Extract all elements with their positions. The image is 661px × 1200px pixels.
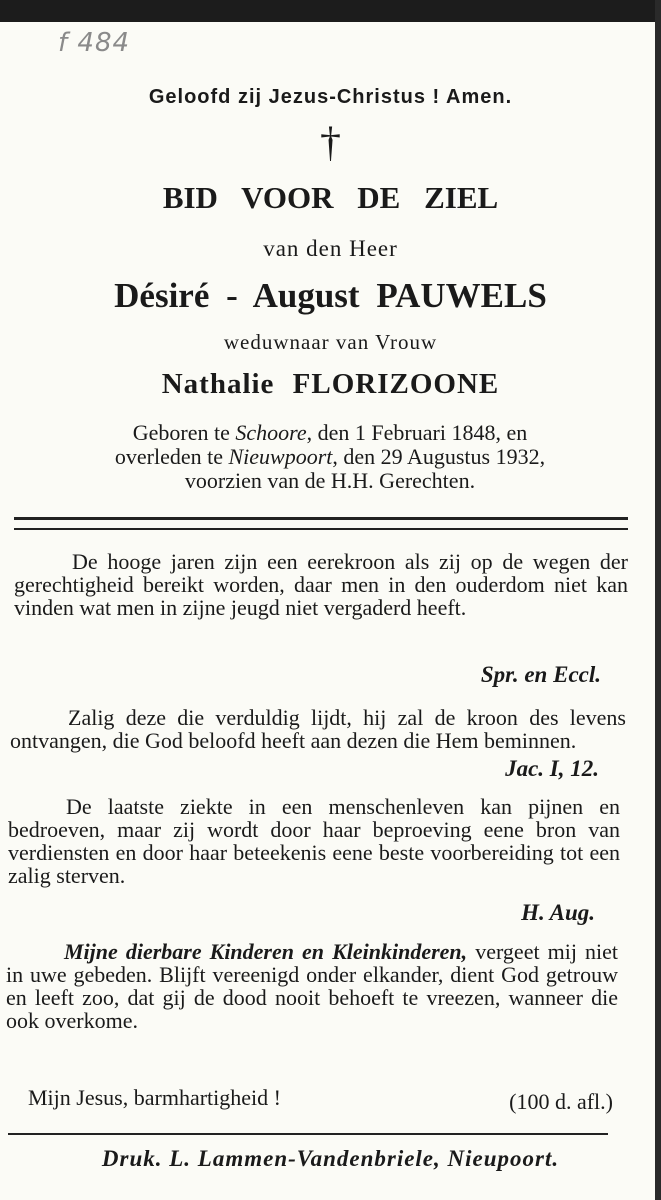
indulgence-note: (100 d. afl.) <box>509 1089 613 1114</box>
verse-2-text: Zalig deze die verduldig lijdt, hij zal de kroon des levens ontvangen, die God beloofd heeft aan dezen die Hem beminnen. <box>10 705 626 753</box>
verse-3 <box>8 795 620 887</box>
final-message-text: vergeet mij niet in uwe gebeden. Blijft vereenigd onder elkander, dient God getrouw en leeft zoo, dat gij de dood nooit behoeft te vreezen, wanneer die ook overkome. <box>6 939 618 1033</box>
scan-border-top <box>0 0 661 22</box>
bio-line-birth: Geboren te Schoore, den 1 Februari 1848, en <box>132 420 528 445</box>
verse-3-text: De laatste ziekte in een menschenleven kan pijnen en bedroeven, maar zij wordt door haar beproeving eene bron van verdiensten en door haar beteekenis eene beste voorbereiding tot een zalig sterven. <box>8 794 620 888</box>
closing-prayer: Mijn Jesus, barmhartigheid ! <box>28 1085 281 1110</box>
bio-line-sacraments: voorzien van de H.H. Gerechten. <box>184 468 476 493</box>
printer-line: Druk. L. Lammen-Vandenbriele, Nieupoort. <box>101 1146 560 1171</box>
verse-2-citation: Jac. I, 12. <box>505 756 599 781</box>
archive-number: f 484 <box>58 28 131 58</box>
biography <box>10 421 650 493</box>
verse-3-citation: H. Aug. <box>521 900 595 925</box>
verse-1-text: De hooge jaren zijn een eerekroon als zij op de wegen der gerechtigheid bereikt worden, daar men in den ouderdom niet kan vinden wat men in zijne jeugd niet vergaderd heeft. <box>14 549 628 620</box>
divider-bottom <box>14 528 628 530</box>
verse-2 <box>10 706 626 752</box>
spouse-name: Nathalie FLORIZOONE <box>161 368 500 400</box>
verse-1 <box>14 550 628 619</box>
deathplace: Nieuwpoort <box>228 444 333 469</box>
cross-icon: † <box>320 120 341 166</box>
bio-line-death: overleden te Nieuwpoort, den 29 Augustus 1932, <box>114 444 546 469</box>
printer-divider <box>8 1133 608 1135</box>
divider-top <box>14 517 628 520</box>
card-title: BID VOOR DE ZIEL <box>162 180 499 215</box>
final-message-emphasis: Mijne dierbare Kinderen en Kleinkinderen, <box>64 939 468 964</box>
van-den-heer: van den Heer <box>263 236 398 261</box>
verse-1-citation: Spr. en Eccl. <box>480 662 601 687</box>
deceased-name: Désiré - August PAUWELS <box>114 276 547 315</box>
widower-line: weduwnaar van Vrouw <box>223 330 438 354</box>
header-prayer: Geloofd zij Jezus-Christus ! Amen. <box>148 86 513 108</box>
final-message <box>6 940 618 1032</box>
birthplace: Schoore <box>235 420 307 445</box>
